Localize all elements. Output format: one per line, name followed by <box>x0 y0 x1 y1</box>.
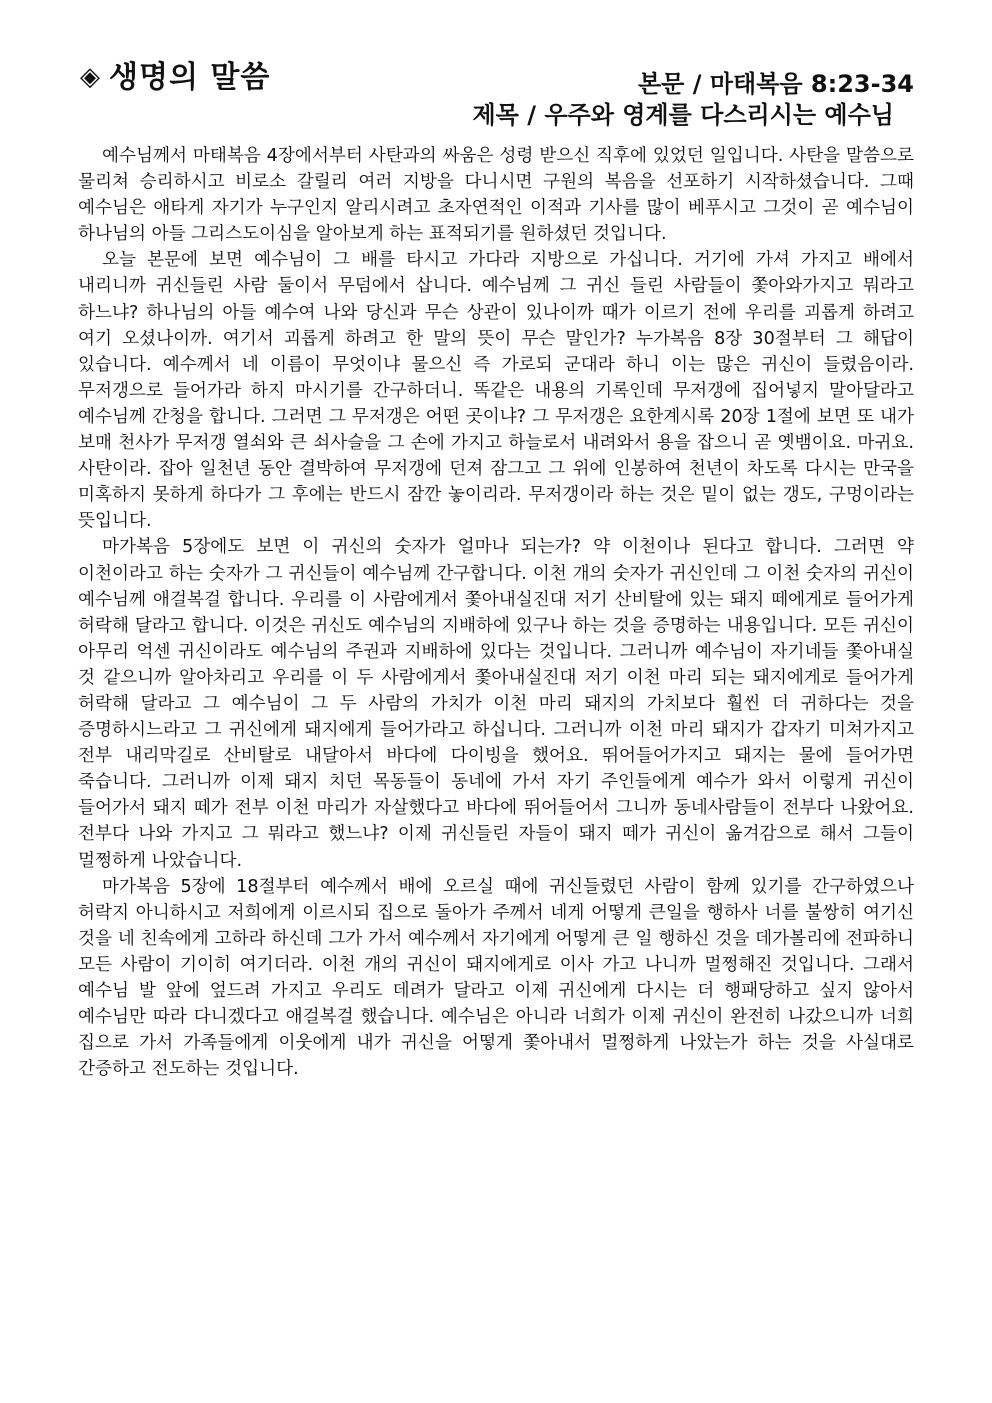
section-title-text: 생명의 말씀 <box>109 60 271 95</box>
paragraph: 오늘 본문에 보면 예수님이 그 배를 타시고 가다라 지방으로 가십니다. 거기에 가셔 가지고 배에서 내리니까 귀신들린 사람 둘이서 무덤에서 삽니다. 예수님께 그 귀신 들린 사람들이 쫓아와가지고 뭐라고 하느냐? 하나님의 아들 예수여 나와 당신과 무슨 상관이 있나이까 때가 이르기 전에 우리를 괴롭게 하려고 여기 오셨나이까. 여기서 괴롭게 하려고 한 말의 뜻이 무슨 말인가? 누가복음 8장 30절부터 그 해답이 있습니다. 예수께서 네 이름이 무엇이냐 물으신 즉 가로되 군대라 하니 이는 많은 귀신이 들렸음이라. 무저갱으로 들어가라 하지 마시기를 간구하더니. 똑같은 내용의 기록인데 무저갱에 집어넣지 말아달라고 예수님께 간청을 합니다. 그러면 그 무저갱은 어떤 곳이냐? 그 무저갱은 요한계시록 20장 1절에 보면 또 내가 보매 천사가 무저갱 열쇠와 큰 쇠사슬을 그 손에 가지고 하늘로서 내려와서 용을 잡으니 곧 옛뱀이요. 마귀요. 사탄이라. 잡아 일천년 동안 결박하여 무저갱에 던져 잠그고 그 위에 인봉하여 천년이 차도록 다시는 만국을 미혹하지 못하게 하다가 그 후에는 반드시 잠깐 놓이리라. 무저갱이라 하는 것은 밑이 없는 갱도, 구멍이라는 뜻입니다. <box>78 250 914 532</box>
diamond-icon: ◈ <box>80 62 101 92</box>
scripture-reference: 본문 / 마태복음 8:23-34 <box>638 70 914 98</box>
section-title <box>80 52 270 96</box>
paragraph: 마가복음 5장에 18절부터 예수께서 배에 오르실 때에 귀신들렸던 사람이 함께 있기를 간구하였으나 허락지 아니하시고 저희에게 이르시되 집으로 돌아가 주께서 네게 어떻게 큰일을 행하사 너를 불쌍히 여기신 것을 네 친속에게 고하라 하신데 그가 가서 예수께서 자기에게 어떻게 큰 일 행하신 것을 데가볼리에 전파하니 모든 사람이 기이히 여기더라. 이천 개의 귀신이 돼지에게로 이사 가고 나니까 멀쩡해진 것입니다. 그래서 예수님 발 앞에 엎드려 가지고 우리도 데려가 달라고 이제 귀신에게 다시는 더 행패당하고 싶지 않아서 예수님만 따라 다니겠다고 애걸복걸 했습니다. 예수님은 아니라 너희가 이제 귀신이 완전히 나갔으니까 너희 집으로 가서 가족들에게 이웃에게 내가 귀신을 어떻게 쫓아내서 멀쩡하게 나았는가 하는 것을 사실대로 간증하고 전도하는 것입니다. <box>78 876 914 1080</box>
paragraph: 마가복음 5장에도 보면 이 귀신의 숫자가 얼마나 되는가? 약 이천이나 된다고 합니다. 그러면 약 이천이라고 하는 숫자가 그 귀신들이 예수님께 간구합니다. 이천 개의 숫자가 귀신인데 그 이천 숫자의 귀신이 예수님께 애걸복걸 합니다. 우리를 이 사람에게서 쫓아내실진대 저기 산비탈에 있는 돼지 떼에게로 들어가게 허락해 달라고 합니다. 이것은 귀신도 예수님의 지배하에 있구나 하는 것을 증명하는 내용입니다. 모든 귀신이 아무리 억센 귀신이라도 예수님의 주권과 지배하에 있다는 것입니다. 그러니까 예수님이 자기네들 쫓아내실 것 같으니까 알아차리고 우리를 이 두 사람에게서 쫓아내실진대 저기 이천 마리 되는 돼지에게로 들어가게 허락해 달라고 그 예수님이 그 두 사람의 가치가 이천 마리 돼지의 가치보다 훨씬 더 귀하다는 것을 증명하시느라고 그 귀신에게 돼지에게 들어가라고 하십니다. 그러니까 이천 마리 돼지가 갑자기 미쳐가지고 전부 내리막길로 산비탈로 내달아서 바다에 다이빙을 했어요. 뛰어들어가지고 돼지는 물에 들어가면 죽습니다. 그러니까 이제 돼지 치던 목동들이 동네에 가서 자기 주인들에게 예수가 와서 이렇게 귀신이 들어가서 돼지 떼가 전부 이천 마리가 자살했다고 바다에 뛰어들어서 그니까 동네사람들이 전부다 나왔어요. 전부다 나와 가지고 그 뭐라고 했느냐? 이제 귀신들린 자들이 돼지 떼가 귀신이 옮겨감으로 해서 그들이 멀쩡하게 나았습니다. <box>78 537 914 871</box>
sermon-title: 제목 / 우주와 영계를 다스리시는 예수님 <box>472 101 894 129</box>
sermon-body <box>78 143 914 1082</box>
paragraph: 예수님께서 마태복음 4장에서부터 사탄과의 싸움은 성령 받으신 직후에 있었던 일입니다. 사탄을 말씀으로 물리쳐 승리하시고 비로소 갈릴리 여러 지방을 다니시면 구원의 복음을 선포하기 시작하셨습니다. 그때 예수님은 애타게 자기가 누구인지 알리시려고 초자연적인 이적과 기사를 많이 베푸시고 그것이 곧 예수님이 하나님의 아들 그리스도이심을 알아보게 하는 표적되기를 원하셨던 것입니다. <box>78 146 914 245</box>
